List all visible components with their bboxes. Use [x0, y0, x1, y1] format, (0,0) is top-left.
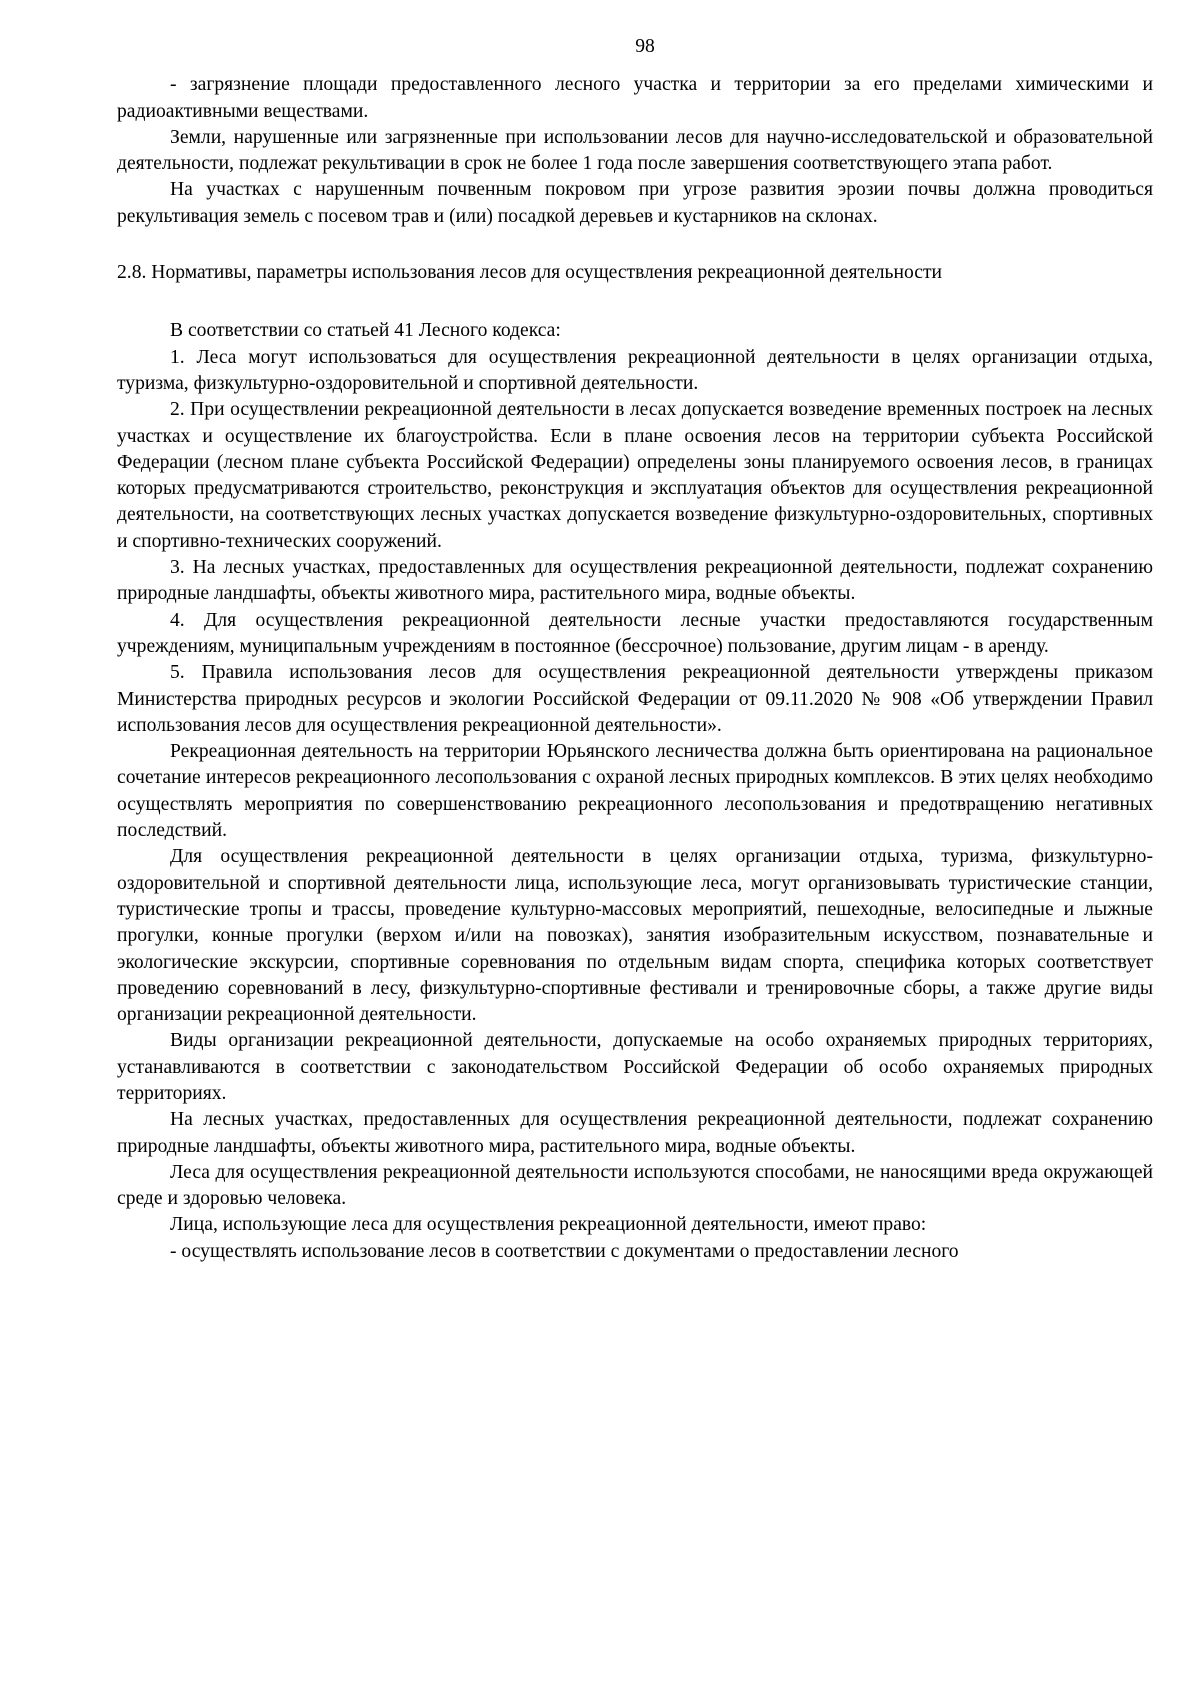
paragraph: Виды организации рекреационной деятельности, допускаемые на особо охраняемых природных территориях, устанавливаются в соответствии с законодательством Российской Федерации об особо охраняемых природных территориях.: [117, 1030, 1153, 1104]
paragraph: Для осуществления рекреационной деятельности в целях организации отдыха, туризма, физкультурно-оздоровительной и спортивной деятельности лица, использующие леса, могут организовывать туристические станции, туристические тропы и трассы, проведение культурно-массовых мероприятий, пешеходные, велосипедные и лыжные прогулки, конные прогулки (верхом и/или на повозках), занятия изобразительным искусством, познавательные и экологические экскурсии, спортивные соревнования по отдельным видам спорта, специфика которых соответствует проведению соревнований в лесу, физкультурно-спортивные фестивали и тренировочные сборы, а также другие виды организации рекреационной деятельности.: [117, 846, 1153, 1026]
section-heading: 2.8. Нормативы, параметры использования лесов для осуществления рекреационной деятельности: [117, 262, 942, 284]
paragraph: 4. Для осуществления рекреационной деятельности лесные участки предоставляются государственным учреждениям, муниципальным учреждениям в постоянное (бессрочное) пользование, другим лицам - в аренду.: [117, 609, 1153, 657]
document-page: [117, 34, 1153, 1265]
paragraph: Земли, нарушенные или загрязненные при использовании лесов для научно-исследовательской и образовательной деятельности, подлежат рекультивации в срок не более 1 года после завершения соответствующего этапа работ.: [117, 126, 1153, 175]
paragraph: На лесных участках, предоставленных для осуществления рекреационной деятельности, подлежат сохранению природные ландшафты, объекты животного мира, растительного мира, водные объекты.: [117, 1109, 1153, 1157]
paragraph: Рекреационная деятельность на территории Юрьянского лесничества должна быть ориентирована на рациональное сочетание интересов рекреационного лесопользования с охраной лесных природных комплексов. В этих целях необходимо осуществлять мероприятия по совершенствованию рекреационного лесопользования и предотвращению негативных последствий.: [117, 741, 1153, 842]
paragraph: 5. Правила использования лесов для осуществления рекреационной деятельности утверждены приказом Министерства природных ресурсов и экологии Российской Федерации от 09.11.2020 № 908 «Об утверждении Правил использования лесов для осуществления рекреационной деятельности».: [117, 662, 1153, 736]
paragraph: - загрязнение площади предоставленного лесного участка и территории за его пределами химическими и радиоактивными веществами.: [117, 74, 1153, 122]
paragraph: - осуществлять использование лесов в соответствии с документами о предоставлении лесного: [170, 1240, 959, 1262]
paragraph: Леса для осуществления рекреационной деятельности используются способами, не наносящими вреда окружающей среде и здоровью человека.: [117, 1161, 1153, 1210]
paragraph: 1. Леса могут использоваться для осуществления рекреационной деятельности в целях организации отдыха, туризма, физкультурно-оздоровительной и спортивной деятельности.: [117, 346, 1153, 394]
paragraph: На участках с нарушенным почвенным покровом при угрозе развития эрозии почвы должна проводиться рекультивация земель с посевом трав и (или) посадкой деревьев и кустарников на склонах.: [117, 179, 1153, 227]
paragraph: 3. На лесных участках, предоставленных для осуществления рекреационной деятельности, подлежат сохранению природные ландшафты, объекты животного мира, растительного мира, водные объекты.: [117, 557, 1153, 605]
paragraph: В соответствии со статьей 41 Лесного кодекса:: [170, 320, 561, 342]
paragraph: Лица, использующие леса для осуществления рекреационной деятельности, имеют право:: [170, 1214, 927, 1236]
page-number: 98: [635, 36, 655, 57]
paragraph: 2. При осуществлении рекреационной деятельности в лесах допускается возведение временных построек на лесных участках и осуществление их благоустройства. Если в плане освоения лесов на территории субъекта Российской Федерации (лесном плане субъекта Российской Федерации) определены зоны планируемого освоения лесов, в границах которых предусматриваются строительство, реконструкция и эксплуатация объектов для осуществления рекреационной деятельности, на соответствующих лесных участках допускается возведение физкультурно-оздоровительных, спортивных и спортивно-технических сооружений.: [117, 399, 1153, 552]
